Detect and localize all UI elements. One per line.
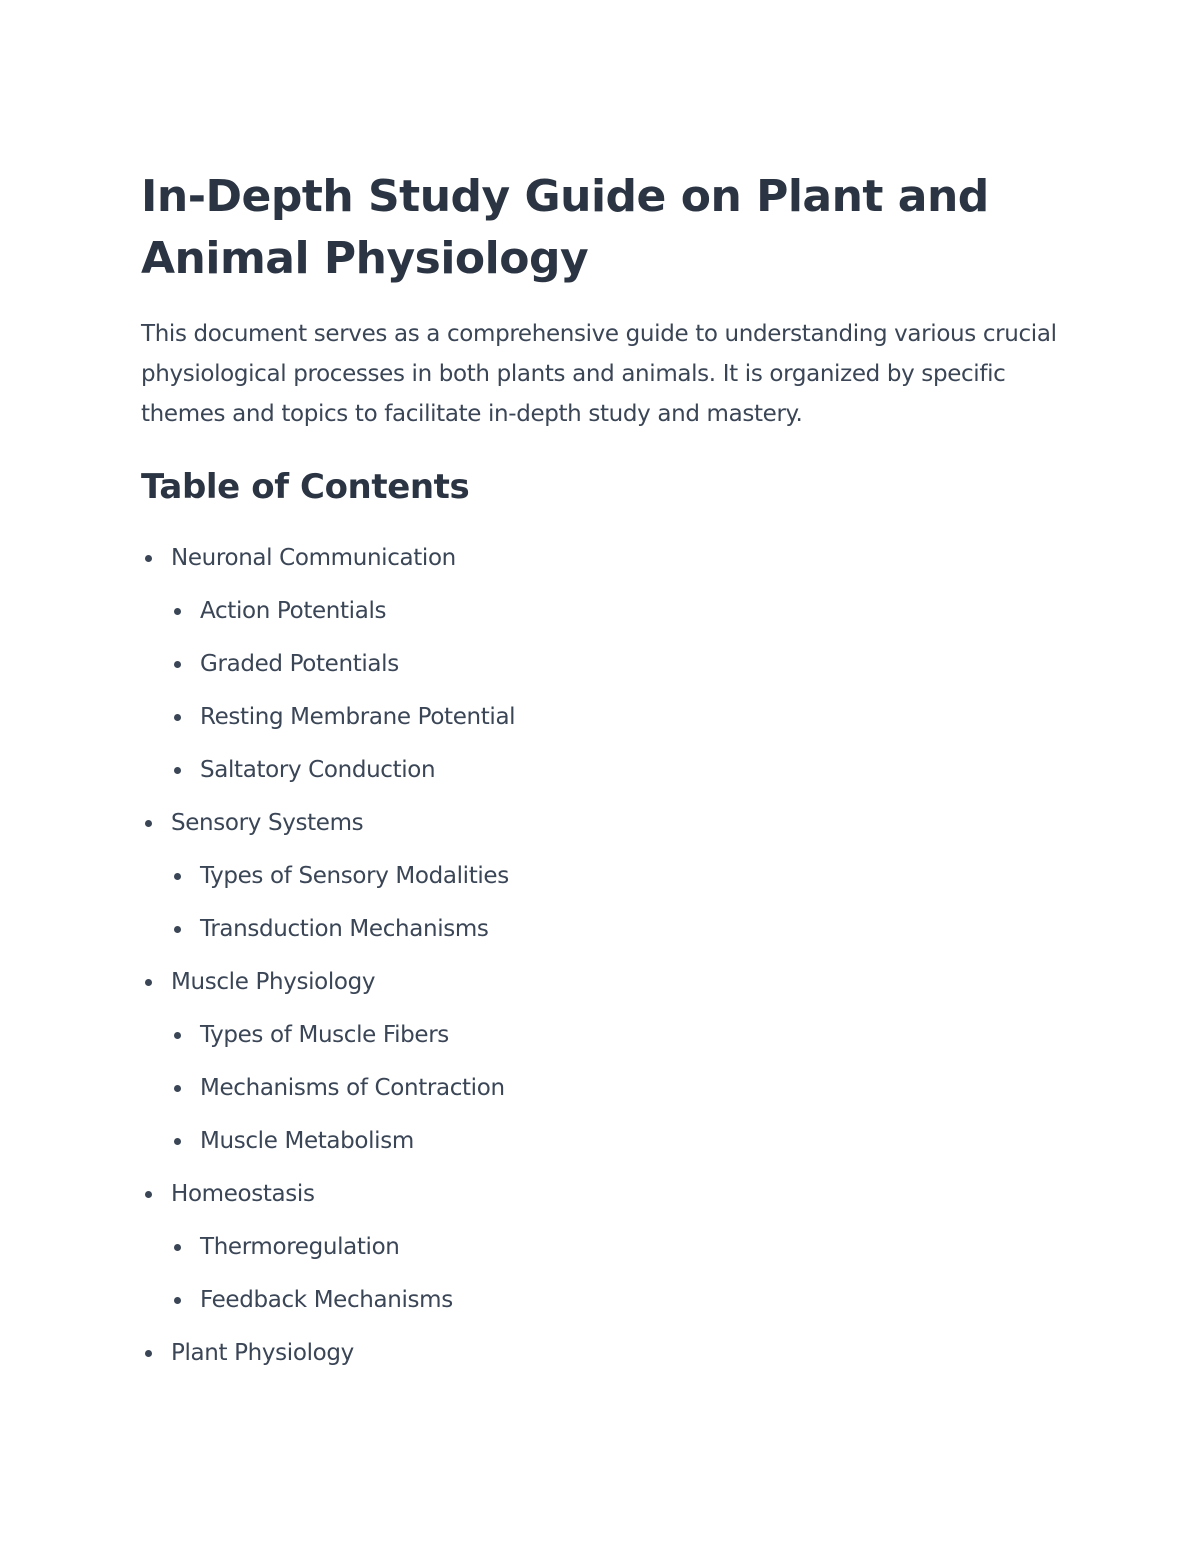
toc-subitem-label: Feedback Mechanisms (200, 1287, 453, 1313)
document-page (141, 166, 1071, 1380)
toc-section (141, 956, 1071, 1168)
toc-subitem (141, 1009, 1071, 1062)
toc-subitem (141, 691, 1071, 744)
bullet-icon (174, 1297, 181, 1304)
toc-sublist (141, 1009, 1071, 1168)
toc-subitem (141, 1274, 1071, 1327)
toc-item-label: Homeostasis (171, 1181, 315, 1207)
table-of-contents (141, 532, 1071, 1380)
bullet-icon (145, 820, 152, 827)
document-title: In-Depth Study Guide on Plant and Animal Physiology (141, 171, 989, 284)
toc-subsection (141, 744, 1071, 797)
bullet-icon (174, 661, 181, 668)
bullet-icon (174, 873, 181, 880)
toc-section (141, 532, 1071, 797)
toc-subsection (141, 1221, 1071, 1274)
toc-subitem-label: Types of Muscle Fibers (200, 1022, 449, 1048)
toc-item (141, 797, 1071, 850)
toc-subitem-label: Thermoregulation (200, 1234, 400, 1260)
toc-item (141, 1168, 1071, 1221)
toc-subitem-label: Transduction Mechanisms (200, 916, 489, 942)
toc-item-label: Muscle Physiology (171, 969, 376, 995)
toc-item (141, 532, 1071, 585)
toc-subitem (141, 903, 1071, 956)
toc-subitem-label: Graded Potentials (200, 651, 399, 677)
toc-subitem-label: Saltatory Conduction (200, 757, 436, 783)
toc-subsection (141, 903, 1071, 956)
bullet-icon (145, 1191, 152, 1198)
toc-subitem-label: Mechanisms of Contraction (200, 1075, 505, 1101)
toc-subitem-label: Types of Sensory Modalities (200, 863, 509, 889)
toc-item-label: Plant Physiology (171, 1340, 354, 1366)
toc-subsection (141, 1009, 1071, 1062)
toc-subitem (141, 1115, 1071, 1168)
toc-subsection (141, 1274, 1071, 1327)
bullet-icon (174, 1085, 181, 1092)
bullet-icon (145, 979, 152, 986)
bullet-icon (145, 555, 152, 562)
toc-subsection (141, 1115, 1071, 1168)
toc-subsection (141, 691, 1071, 744)
toc-section (141, 1327, 1071, 1380)
intro-paragraph: This document serves as a comprehensive guide to understanding various crucial physiological processes in both plants and animals. It is organized by specific themes and topics to facilitate in-depth study and mastery. (141, 321, 1057, 427)
bullet-icon (174, 1138, 181, 1145)
toc-subsection (141, 638, 1071, 691)
toc-item-label: Neuronal Communication (171, 545, 456, 571)
toc-sublist (141, 585, 1071, 797)
bullet-icon (174, 1244, 181, 1251)
toc-item (141, 956, 1071, 1009)
toc-sublist (141, 1221, 1071, 1327)
toc-subsection (141, 1062, 1071, 1115)
bullet-icon (174, 926, 181, 933)
toc-subitem-label: Muscle Metabolism (200, 1128, 414, 1154)
toc-section (141, 797, 1071, 956)
toc-subitem (141, 1062, 1071, 1115)
toc-heading: Table of Contents (141, 467, 470, 507)
toc-section (141, 1168, 1071, 1327)
toc-subitem (141, 744, 1071, 797)
toc-subitem (141, 1221, 1071, 1274)
toc-item (141, 1327, 1071, 1380)
toc-subsection (141, 585, 1071, 638)
bullet-icon (174, 608, 181, 615)
toc-subitem (141, 638, 1071, 691)
toc-subsection (141, 850, 1071, 903)
bullet-icon (174, 714, 181, 721)
bullet-icon (145, 1350, 152, 1357)
toc-subitem (141, 585, 1071, 638)
toc-subitem (141, 850, 1071, 903)
toc-subitem-label: Action Potentials (200, 598, 387, 624)
bullet-icon (174, 1032, 181, 1039)
toc-sublist (141, 850, 1071, 956)
toc-item-label: Sensory Systems (171, 810, 364, 836)
bullet-icon (174, 767, 181, 774)
toc-subitem-label: Resting Membrane Potential (200, 704, 516, 730)
